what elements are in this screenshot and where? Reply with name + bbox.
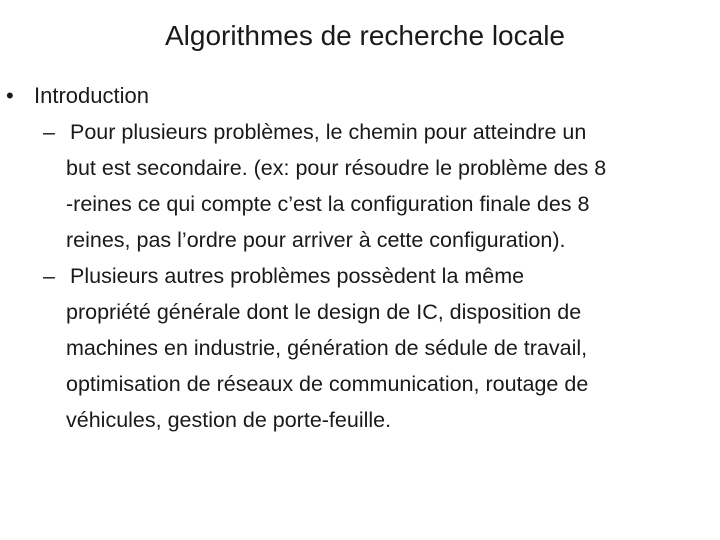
bullet-item	[0, 78, 720, 114]
sub-bullet-dash: –	[43, 120, 55, 144]
sub-bullet-line: but est secondaire. (ex: pour résoudre le problème des 8	[66, 156, 607, 180]
sub-bullet-line: propriété générale dont le design de IC, disposition de	[66, 300, 582, 324]
sub-bullet-line: reines, pas l’ordre pour arriver à cette configuration).	[66, 228, 566, 252]
slide-body	[0, 78, 720, 438]
sub-bullet-line: Plusieurs autres problèmes possèdent la même	[70, 264, 525, 288]
bullet-glyph: •	[6, 83, 14, 108]
sub-bullet-list	[0, 114, 720, 438]
sub-bullet-line: véhicules, gestion de porte-feuille.	[66, 408, 392, 432]
sub-bullet-line: -reines ce qui compte c’est la configuration finale des 8	[66, 192, 590, 216]
sub-bullet-line: machines en industrie, génération de sédule de travail,	[66, 336, 588, 360]
sub-bullet-line: optimisation de réseaux de communication, routage de	[66, 372, 589, 396]
slide-title: Algorithmes de recherche locale	[165, 20, 565, 51]
sub-bullet-line: Pour plusieurs problèmes, le chemin pour atteindre un	[70, 120, 587, 144]
sub-bullet-dash: –	[43, 264, 55, 288]
sub-bullet-item	[0, 114, 720, 258]
sub-bullet-item	[0, 258, 720, 438]
bullet-text: Introduction	[34, 83, 149, 108]
